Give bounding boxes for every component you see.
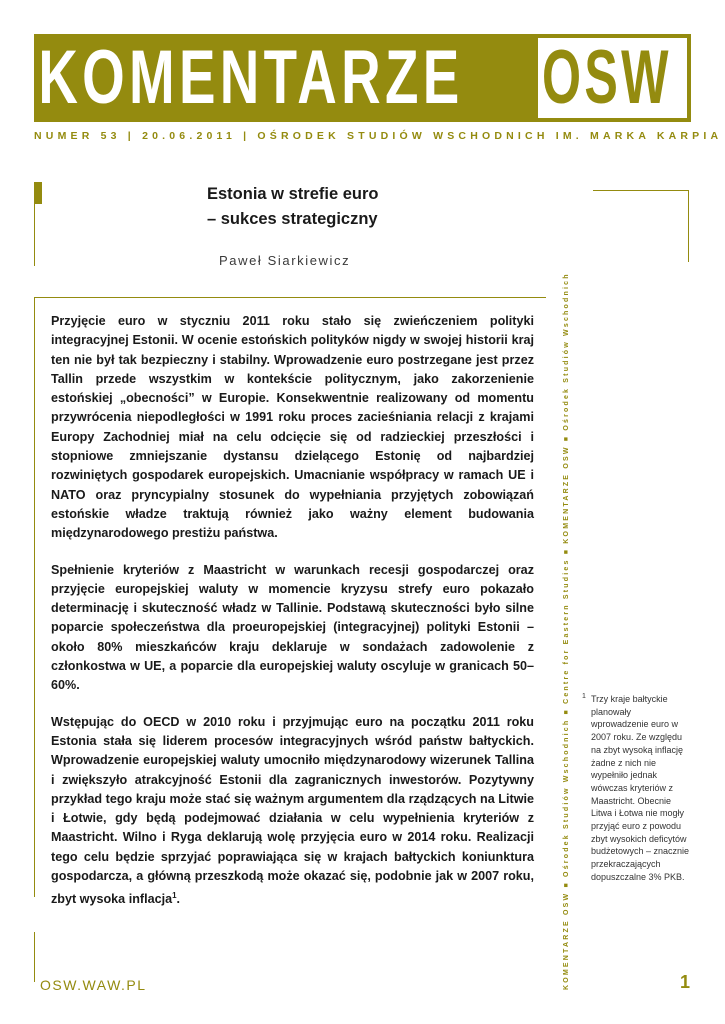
- paragraph-2: Spełnienie kryteriów z Maastricht w warunkach recesji gospodarczej oraz przyjęcie europejskiej waluty w momencie kryzysu strefy euro pokazało determinację i skuteczność władz w Tallinie. Podstawą skuteczności było silne poparcie społeczeństwa dla proeuropejskiej (integracyjnej) polityki Estonii – około 80% mieszkańców kraju deklaruje w sondażach zadowolenie z członkostwa w UE, a poparcie dla europejskiej waluty oscyluje w granicach 50–60%.: [51, 562, 534, 693]
- footnote-number: 1: [582, 693, 586, 700]
- page-number: 1: [680, 972, 691, 992]
- paragraph-1: Przyjęcie euro w styczniu 2011 roku stało się zwieńczeniem polityki integracyjnej Estonii. W ocenie estońskich polityków nigdy w swojej historii kraj ten nie był tak bezpieczny i stabilny. Wprowadzenie euro postrzegane jest przez Tallin przede wszystkim w kontekście politycznym, jako zakorzenienie estońskiej „obecności” w Europie. Konsekwentnie realizowany od momentu przywrócenia niepodległości w 1991 roku proces zacieśniania relacji z krajami Europy Zachodniej miał na celu odcięcie się od radzieckiej przeszłości i stopniowe zmniejszanie dystansu dzielącego Estonię od najbardziej rozwiniętych gospodarek europejskich. Umacnianie współpracy w ramach UE i NATO oraz pryncypialny stosunek do wypełniania przyjętych zobowiązań estońskie władze traktują również jako ważny element budowania międzynarodowego prestiżu państwa.: [51, 314, 534, 541]
- frame-rule-left: [34, 297, 35, 897]
- article-title: [207, 182, 507, 232]
- paragraph-3: [51, 713, 534, 910]
- side-strip-text: KOMENTARZE OSW ■ Ośrodek Studiów Wschodnich ■ Centre for Eastern Studies ■ KOMENTARZE OSW ■ Ośrodek Studiów Wschodnich: [563, 272, 570, 990]
- footnote-text: Trzy kraje bałtyckie planowały wprowadzenie euro w 2007 roku. Ze względu na zbyt wysoką inflację żadne z nich nie wypełniło jednak wówczas kryteriów z Maastricht. Obecnie Litwa i Łotwa nie mogły przyjąć euro z powodu zbyt wysokich deficytów budżetowych – znacznie przekraczających dopuszczalne 3% PKB.: [591, 694, 690, 882]
- article-title-line-1: Estonia w strefie euro: [207, 185, 379, 203]
- article-body: [51, 312, 534, 927]
- frame-rule-top: [34, 297, 546, 298]
- paragraph-3-end: .: [176, 892, 181, 907]
- article-author: Paweł Siarkiewicz: [219, 253, 351, 268]
- article-title-line-2: – sukces strategiczny: [207, 210, 378, 228]
- frame-rule-left-bottom: [34, 932, 35, 982]
- footnote-reference[interactable]: 1: [172, 891, 177, 901]
- paragraph-3-text: Wstępując do OECD w 2010 roku i przyjmując euro na początku 2011 roku Estonia stała się liderem procesów integracyjnych wśród państw bałtyckich. Wprowadzenie europejskiej waluty umocniło międzynarodowy wizerunek Tallina i zwiększyło atrakcyjność Estonii dla zagranicznych inwestorów. Pozytywny przykład tego kraju może stać się ważnym argumentem dla rządzących na Litwie i Łotwie, gdy będą podejmować działania w celu wypełnienia kryteriów z Maastricht. Wilno i Ryga deklarują wolę przyjęcia euro w 2014 roku. Realizacji tego celu będzie sprzyjać poprawiająca się w krajach bałtyckich koniunktura gospodarcza, a główną przeszkodą może okazać się, podobnie jak w 2007 roku, zbyt wysoka inflacja: [51, 714, 534, 907]
- title-rule-left: [34, 204, 35, 266]
- masthead-title: KOMENTARZE: [38, 35, 464, 120]
- masthead: [34, 34, 691, 122]
- issue-subline: NUMER 53 | 20.06.2011 | OŚRODEK STUDIÓW WSCHODNICH IM. MARKA KARPIA: [34, 130, 723, 142]
- title-accent-bar: [34, 182, 42, 204]
- corner-rule-right: [688, 190, 689, 262]
- footer-website-link[interactable]: OSW.WAW.PL: [40, 977, 147, 993]
- masthead-osw-label: OSW: [542, 35, 672, 120]
- masthead-osw-box: [538, 35, 687, 120]
- corner-rule-top: [593, 190, 689, 191]
